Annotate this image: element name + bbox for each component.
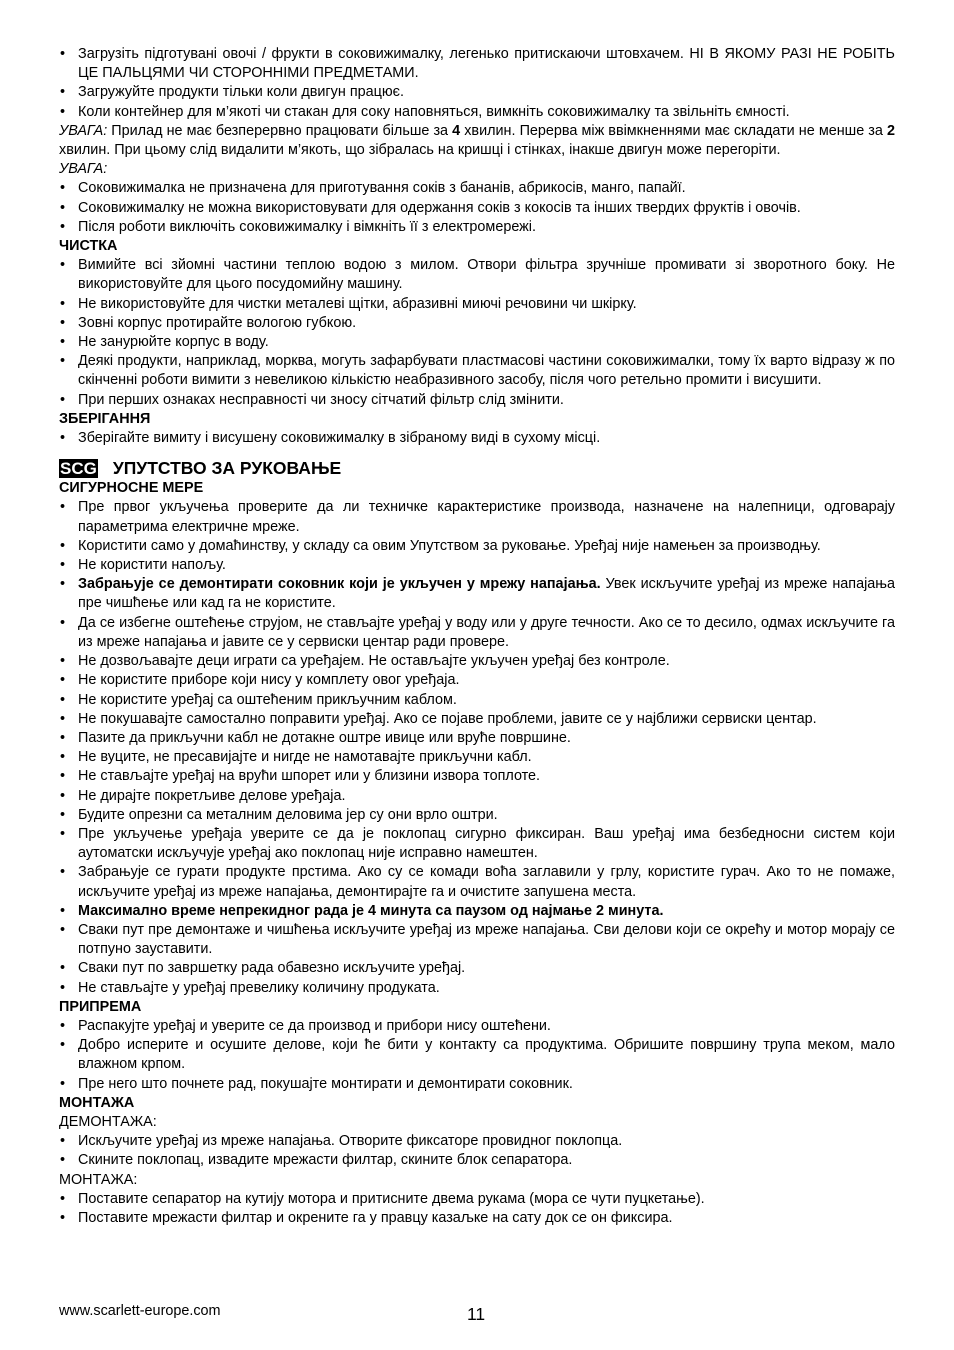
list-item: • Распакујте уређај и уверите се да производ и прибори нису оштећени. bbox=[59, 1017, 895, 1036]
uk-usage-list bbox=[59, 45, 895, 122]
list-item: • Соковижималка не призначена для приготування соків з бананів, абрикосів, манго, папайї. bbox=[59, 179, 895, 198]
item-text: Не вуците, не пресавијајте и нигде не намотавајте прикључни кабл. bbox=[78, 749, 532, 766]
list-item bbox=[59, 767, 895, 786]
page-number: 11 bbox=[467, 1304, 486, 1324]
uk-warning2-label: УВАГА: bbox=[59, 161, 108, 178]
list-item bbox=[59, 921, 895, 959]
list-item bbox=[59, 691, 895, 710]
list-item: • При перших ознаках несправності чи зносу сітчатий фільтр слід змінити. bbox=[59, 391, 895, 410]
manual-page bbox=[59, 45, 895, 1228]
item-text: Користити само у домаћинству, у складу са овим Упутством за руковање. Уређај није намењен за производњу. bbox=[78, 537, 821, 554]
item-text: Не дирајте покретљиве делове уређаја. bbox=[78, 787, 346, 804]
item-text: Не покушавајте самостално поправити уређај. Ако се појаве проблеми, јавите се у најближи сервиски центар. bbox=[78, 710, 817, 727]
warning-label: УВАГА: bbox=[59, 122, 108, 139]
list-item bbox=[59, 575, 895, 613]
disassembly-label: ДЕМОНТАЖА: bbox=[59, 1113, 157, 1130]
bold-text: Забрањује се демонтирати соковник који је укључен у мрежу напајања. bbox=[78, 576, 601, 593]
item-text: Не стављајте у уређај превелику количину продуката. bbox=[78, 979, 440, 996]
list-item: • Добро исперите и осушите делове, који ће бити у контакту са продуктима. Обришите површину трупа меком, мало влажном крпом. bbox=[59, 1036, 895, 1074]
list-item bbox=[59, 556, 895, 575]
item-text: Сваки пут по завршетку рада обавезно искључите уређај. bbox=[78, 960, 466, 977]
uk-cleaning-list bbox=[59, 256, 895, 410]
list-item bbox=[59, 959, 895, 978]
scg-assembly-list bbox=[59, 1190, 895, 1228]
list-item: • Не використовуйте для чистки металеві щітки, абразивні миючі речовини чи шкірку. bbox=[59, 295, 895, 314]
list-item bbox=[59, 806, 895, 825]
list-item: • Скините поклопац, извадите мрежасти филтар, скините блок сепаратора. bbox=[59, 1151, 895, 1170]
list-item: • Загружуйте продукти тільки коли двигун працює. bbox=[59, 83, 895, 102]
scg-safety-list bbox=[59, 498, 895, 997]
item-text: Сваки пут пре демонтаже и чишћења искључите уређај из мреже напајања. Сви делови који се окрећу и мотор морају се потпуно зауставити. bbox=[78, 921, 895, 958]
scg-disassembly-list bbox=[59, 1132, 895, 1170]
language-badge: SCG bbox=[60, 458, 97, 478]
scg-prep-list bbox=[59, 1017, 895, 1094]
item-text: Не користите уређај са оштећеним прикључним каблом. bbox=[78, 691, 457, 708]
list-item bbox=[59, 825, 895, 863]
scg-safety-heading: СИГУРНОСНЕ МЕРЕ bbox=[59, 480, 204, 497]
uk-cleaning-heading: ЧИСТКА bbox=[59, 238, 118, 255]
section-title: УПУТСТВО ЗА РУКОВАЊЕ bbox=[112, 458, 342, 479]
list-item: • Искључите уређај из мреже напајања. Отворите фиксаторе провидног поклопца. bbox=[59, 1132, 895, 1151]
item-text: Не користите приборе који нису у комплету овог уређаја. bbox=[78, 672, 460, 689]
item-text: Пре првог укључења проверите да ли техничке карактеристике производа, назначене на налепници, одговарају параметрима електричне мреже. bbox=[78, 499, 895, 535]
uk-warning-paragraph: УВАГА: Прилад не має безперервно працювати більше за 4 хвилин. Перерва між ввімкненнями має складати не менше за 2 хвилин. При цьому слід видалити м’якоть, що зібралась на кришці і стінках, інакше двигун може перегоріти. bbox=[59, 122, 896, 159]
list-item: • Поставите сепаратор на кутију мотора и притисните двема рукама (мора се чути пуцкетање). bbox=[59, 1190, 895, 1209]
list-item: • Деякі продукти, наприклад, морква, могуть зафарбувати пластмасові частини соковижималки, тому їх варто відразу ж по скінченні роботи вимити з невеликою кількістю неабразивного засобу, після чого ретельно промити і висушити. bbox=[59, 352, 895, 390]
list-item: • Коли контейнер для м’якоті чи стакан для соку наповняться, вимкніть соковижималку та звільніть ємності. bbox=[59, 103, 895, 122]
scg-section-title bbox=[59, 457, 895, 479]
list-item bbox=[59, 537, 895, 556]
list-item bbox=[59, 863, 895, 901]
list-item: • Пре него што почнете рад, покушајте монтирати и демонтирати соковник. bbox=[59, 1075, 895, 1094]
list-item bbox=[59, 787, 895, 806]
bold-text: Максимално време непрекидног рада је 4 минута са паузом од најмање 2 минута. bbox=[78, 902, 664, 919]
list-item bbox=[59, 498, 895, 536]
scg-assembly-heading: МОНТАЖА bbox=[59, 1094, 135, 1111]
list-item: • Загрузіть підготувані овочі / фрукти в соковижималку, легенько притискаючи штовхачем. НІ В ЯКОМУ РАЗІ НЕ РОБІТЬ ЦЕ ПАЛЬЦЯМИ ЧИ СТОРОННІМИ ПРЕДМЕТАМИ. bbox=[59, 45, 895, 83]
assembly-label: МОНТАЖА: bbox=[59, 1171, 138, 1188]
footer-url: www.scarlett-europe.com bbox=[59, 1303, 221, 1319]
item-text: Будите опрезни са металним деловима јер су они врло оштри. bbox=[78, 806, 498, 823]
list-item bbox=[59, 748, 895, 767]
list-item bbox=[59, 710, 895, 729]
uk-storage-heading: ЗБЕРІГАННЯ bbox=[59, 410, 151, 427]
list-item: • Зовні корпус протирайте вологою губкою. bbox=[59, 314, 895, 333]
item-text: Увек искључите уређај из мреже напајања пре чишћење или кад га не користите. bbox=[78, 576, 895, 612]
list-item: • Вимийте всі зйомні частини теплою водою з милом. Отвори фільтра зручніше промивати зі зворотного боку. Не використовуйте для цього посудомийну машину. bbox=[59, 256, 895, 294]
item-text: Да се избегне оштећење струјом, не стављајте уређај у воду или у друге течности. Ако се то десило, одмах искључите га из мреже напајања и јавите се у сервиски центар ради провере. bbox=[78, 614, 895, 650]
item-text: Не дозвољавајте деци играти са уређајем. Не остављајте укључен уређај без контроле. bbox=[78, 653, 670, 670]
list-item bbox=[59, 729, 895, 748]
list-item bbox=[59, 614, 895, 652]
list-item bbox=[59, 902, 895, 921]
list-item: • Після роботи виключіть соковижималку і вімкніть її з електромережі. bbox=[59, 218, 895, 237]
item-text: Не користити напољу. bbox=[78, 557, 226, 574]
item-text: Пазите да прикључни кабл не дотакне оштре ивице или вруће површине. bbox=[78, 729, 571, 746]
list-item bbox=[59, 979, 895, 998]
list-item: • Зберігайте вимиту і висушену соковижималку в зібраному виді в сухому місці. bbox=[59, 429, 895, 448]
list-item bbox=[59, 671, 895, 690]
item-text: Забрањује се гурати продукте прстима. Ако су се комади воћа заглавили у грлу, користите гурач. Ако то не помаже, искључите уређај из мреже напајања, демонтирајте га и очистите запушена места. bbox=[78, 864, 895, 900]
uk-warning-list bbox=[59, 179, 895, 237]
item-text: Не стављајте уређај на врући шпорет или у близини извора топлоте. bbox=[78, 768, 541, 785]
scg-prep-heading: ПРИПРЕМА bbox=[59, 998, 142, 1015]
list-item: • Не занурюйте корпус в воду. bbox=[59, 333, 895, 352]
item-text: Пре укључење уређаја уверите се да је поклопац сигурно фиксиран. Ваш уређај има безбедносни систем који аутоматски искључује уређај ако поклопац није исправно намештен. bbox=[78, 825, 895, 862]
list-item: • Поставите мрежасти филтар и окрените га у правцу казаљке на сату док се он фиксира. bbox=[59, 1209, 895, 1228]
uk-storage-list bbox=[59, 429, 895, 448]
list-item: • Соковижималку не можна використовувати для одержання соків з кокосів та інших твердих фруктів і овочів. bbox=[59, 199, 895, 218]
list-item bbox=[59, 652, 895, 671]
